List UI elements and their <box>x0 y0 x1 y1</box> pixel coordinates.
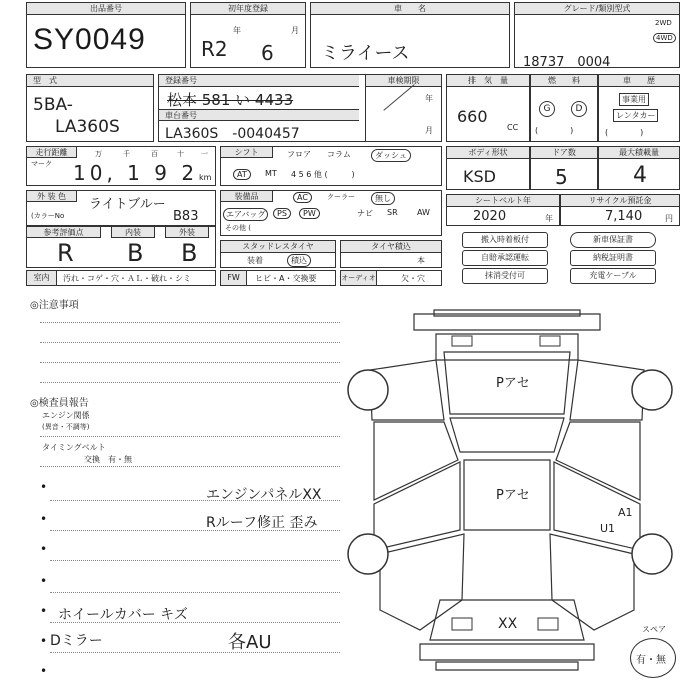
eq-navi: ナビ <box>357 209 373 218</box>
bullet-5: • <box>40 604 48 618</box>
taillight-left <box>452 618 472 630</box>
bullet-6: • <box>40 634 48 648</box>
fw-box <box>220 270 336 286</box>
tire-box <box>340 240 442 268</box>
wheel-rear-left <box>348 534 388 574</box>
tire-label: タイヤ積込 <box>341 241 441 253</box>
first-reg-year-unit: 年 <box>233 26 241 35</box>
fuel-box <box>530 74 598 142</box>
shift-mt: MT <box>265 169 277 178</box>
lot-box <box>26 2 186 68</box>
diagram-right-mark-2: U1 <box>600 522 616 535</box>
shift-column: コラム <box>327 150 351 159</box>
displacement-box <box>446 74 530 142</box>
shift-box <box>220 146 442 186</box>
note-wheel-cover: ホイールカバー キズ <box>58 607 188 623</box>
mileage-unit-sen: 千 <box>123 150 130 158</box>
inspection-cross <box>383 84 414 110</box>
history-paren: ( ) <box>605 128 644 137</box>
shift-at: AT <box>233 169 251 180</box>
caution-line-4 <box>40 382 340 383</box>
bullet-4: • <box>40 574 48 588</box>
lot-label: 出品番号 <box>27 3 185 15</box>
audio-items: 欠・穴 <box>401 274 425 283</box>
history-label: 車 歴 <box>599 75 679 87</box>
car-name-box <box>310 2 510 68</box>
score-label: 参考評価点 <box>27 227 101 238</box>
caution-line-1 <box>40 322 340 323</box>
chassis-value: LA360S -0040457 <box>165 126 300 142</box>
bullet-2: • <box>40 512 48 526</box>
left-doors <box>374 422 458 500</box>
bullet-7: • <box>40 664 48 678</box>
drive-2wd: 2WD <box>655 19 672 27</box>
color-value: ライトブルー <box>89 197 166 212</box>
score-value: R <box>57 239 74 267</box>
meter-label: マーク <box>31 160 52 168</box>
wheel-front-left <box>348 370 388 410</box>
note-engine-panel: エンジンパネルXX <box>206 487 322 503</box>
displacement-value: 660 <box>457 107 488 126</box>
capacity-box <box>598 146 680 190</box>
rear-bumper <box>420 644 594 660</box>
recycle-value: 7,140 <box>605 209 643 224</box>
inspection-label: 車検期限 <box>366 75 441 87</box>
headlight-right <box>540 336 560 346</box>
inspector-line-5 <box>50 560 340 561</box>
car-name-value: ミライース <box>321 43 410 64</box>
studless-label: スタッドレスタイヤ <box>221 241 335 253</box>
caution-title: ◎注意事項 <box>30 300 79 311</box>
car-name-label: 車 名 <box>311 3 509 15</box>
equipment-box <box>220 190 442 236</box>
doc-pill-5: 納税証明書 <box>570 250 656 266</box>
eq-none: 無し <box>371 192 395 205</box>
inspector-line-1 <box>40 436 340 437</box>
tire-unit: 本 <box>417 256 425 265</box>
rear-bottom-bar <box>436 662 578 670</box>
spare-value: 有・無 <box>636 655 666 666</box>
left-rear-quarter <box>374 462 460 550</box>
displacement-unit: CC <box>507 123 519 132</box>
front-top-bar <box>434 310 580 316</box>
caution-line-2 <box>40 342 340 343</box>
note-door-mirror: Dミラー <box>50 633 103 649</box>
note-each-au: 各AU <box>228 632 272 653</box>
body-label: ボディ形状 <box>447 147 529 159</box>
diagram-rear-marks: XX <box>498 616 518 632</box>
first-reg-month-unit: 月 <box>291 26 299 35</box>
wheel-front-right <box>632 370 672 410</box>
interior-status-items: 汚れ・コゲ・穴・ＡＬ・破れ・シミ <box>63 274 191 283</box>
rear-left <box>380 534 464 630</box>
doc-pill-3: 抹消受付可 <box>462 268 548 284</box>
model-box <box>26 74 154 142</box>
mileage-unit: km <box>199 173 212 182</box>
history-business: 事業用 <box>619 93 649 106</box>
first-reg-box <box>190 2 306 68</box>
eq-aw: AW <box>417 208 430 217</box>
seatbelt-label: シートベルト年 <box>447 195 559 207</box>
bullet-3: • <box>40 542 48 556</box>
recycle-label: リサイクル預託金 <box>561 195 679 207</box>
doors-box <box>530 146 598 190</box>
rear-right <box>550 534 634 630</box>
doc-pill-6: 充電ケーブル <box>570 268 656 284</box>
shift-label: シフト <box>221 147 273 158</box>
recycle-box <box>560 194 680 226</box>
chassis-label: 車台番号 <box>159 109 359 121</box>
fuel-paren: ( ) <box>535 126 574 135</box>
doors-value: 5 <box>555 165 568 189</box>
audio-label: オーディオ <box>341 271 377 285</box>
inspector-title: ◎検査員報告 <box>30 398 89 409</box>
capacity-value: 4 <box>633 163 647 188</box>
seatbelt-unit: 年 <box>545 214 553 223</box>
diagram-roof-mark: Pアセ <box>496 376 530 391</box>
eq-sr: SR <box>387 208 398 217</box>
eq-pw: PW <box>299 208 320 219</box>
bullet-1: • <box>40 480 48 494</box>
seatbelt-box <box>446 194 560 226</box>
reg-box <box>158 74 442 142</box>
timing-sub: 交換 有・無 <box>84 455 132 464</box>
interior-value: B <box>127 239 144 267</box>
fuel-g: G <box>539 101 555 117</box>
spare-label: スペア <box>642 625 666 634</box>
wheel-rear-right <box>632 534 672 574</box>
shift-dash: ダッシュ <box>371 149 411 162</box>
diagram-hood-mark: Pアセ <box>496 488 530 503</box>
color-label: 外 装 色 <box>27 191 77 202</box>
shift-gears: 4 5 6 他 ( ) <box>291 170 355 179</box>
mileage-label: 走行距離 <box>27 147 77 158</box>
mileage-value: 10, 1 9 2 <box>73 161 199 185</box>
fuel-d: D <box>571 101 587 117</box>
eq-other: その他 ( <box>225 224 251 232</box>
studless-none: 装着 <box>247 256 263 265</box>
lot-number: SY0049 <box>33 23 146 56</box>
seatbelt-value: 2020 <box>473 209 507 224</box>
doors-label: ドア数 <box>531 147 597 159</box>
equipment-label: 装備品 <box>221 191 273 202</box>
eq-cooler: クーラー <box>327 193 355 201</box>
mileage-unit-man: 万 <box>95 150 102 158</box>
inspector-line-2 <box>40 466 340 467</box>
mileage-box <box>26 146 216 186</box>
recycle-unit: 円 <box>665 214 673 223</box>
inspection-month-unit: 月 <box>425 126 433 135</box>
model-value-1: 5BA- <box>33 95 73 115</box>
score-interior-label: 内装 <box>111 227 155 238</box>
exterior-value: B <box>181 239 198 267</box>
diagram-right-mark-1: A1 <box>618 506 633 519</box>
audio-box <box>340 270 442 286</box>
doc-pill-4: 新車保証書 <box>570 232 656 248</box>
reg-no-value: 松本 581 い 4433 <box>167 91 294 109</box>
eq-ps: PS <box>273 208 291 219</box>
grade-value: 18737 0004 <box>523 55 611 70</box>
windshield-band <box>450 418 564 452</box>
body-box <box>446 146 530 190</box>
model-value-2: LA360S <box>55 117 120 137</box>
color-code-label: (カラーNo <box>31 212 65 220</box>
interior-status-box <box>26 270 216 286</box>
note-roof-repair: Rルーフ修正 歪み <box>206 515 318 531</box>
headlight-left <box>452 336 472 346</box>
fw-label: FW <box>221 271 247 285</box>
capacity-label: 最大積載量 <box>599 147 679 159</box>
fuel-label: 燃 料 <box>531 75 597 87</box>
right-doors <box>556 422 640 500</box>
history-box <box>598 74 680 142</box>
first-reg-label: 初年度登録 <box>191 3 305 15</box>
displacement-label: 排 気 量 <box>447 75 529 87</box>
inspector-line-6 <box>50 592 340 593</box>
mileage-unit-hyaku: 百 <box>151 150 158 158</box>
doc-pill-2: 自賠承認運転 <box>462 250 548 266</box>
studless-load: 積込 <box>287 254 311 267</box>
inspection-year-unit: 年 <box>425 94 433 103</box>
taillight-right <box>538 618 558 630</box>
eq-ac: AC <box>293 192 312 203</box>
body-value: KSD <box>463 167 496 186</box>
doc-pill-1: 搬入時着板付 <box>462 232 548 248</box>
inspector-line-8 <box>50 652 340 653</box>
interior-status-label: 室内 <box>27 271 57 285</box>
grade-score-box <box>26 226 216 268</box>
grade-box <box>514 2 680 68</box>
drive-4wd: 4WD <box>653 33 676 43</box>
mileage-unit-juu: 十 <box>177 150 184 158</box>
studless-box <box>220 240 336 268</box>
first-reg-month: 6 <box>261 41 274 65</box>
mileage-unit-ichi: 一 <box>201 150 208 158</box>
eq-airbag: エアバッグ <box>223 208 268 221</box>
engine-label: エンジン関係 <box>42 411 90 420</box>
reg-no-label: 登録番号 <box>159 75 359 87</box>
timing-label: タイミングベルト <box>42 443 106 452</box>
shift-floor: フロア <box>287 150 311 159</box>
color-box <box>26 190 216 226</box>
score-exterior-label: 外装 <box>165 227 209 238</box>
history-rental: レンタカー <box>613 109 658 122</box>
fw-items: ヒビ・A・交換要 <box>255 274 317 283</box>
engine-sub: (異音・不調等) <box>42 423 90 431</box>
model-label: 型 式 <box>27 75 153 87</box>
grade-label: グレード/類別型式 <box>515 3 679 15</box>
caution-line-3 <box>40 362 340 363</box>
first-reg-era: R2 <box>201 37 228 61</box>
color-code: B83 <box>173 209 199 224</box>
